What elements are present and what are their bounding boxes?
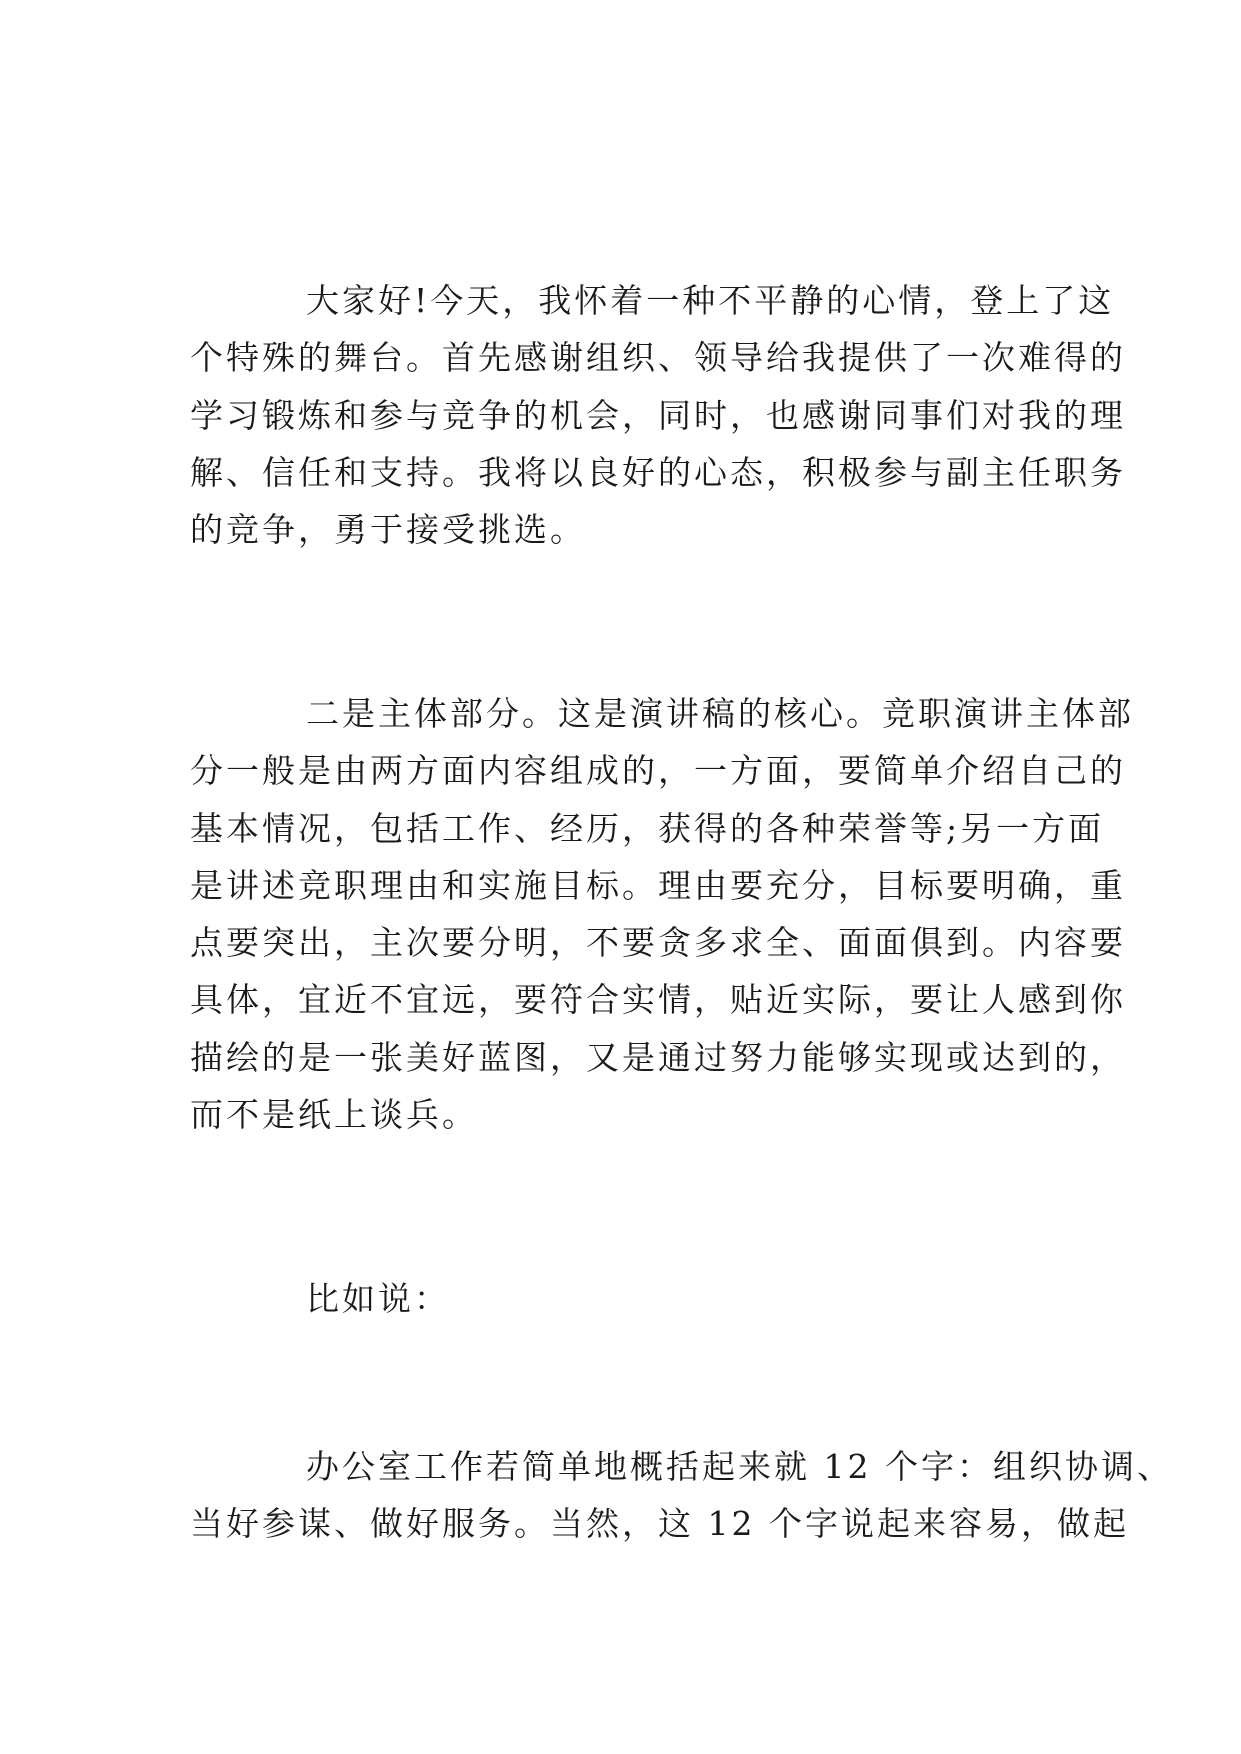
text-line: 点要突出，主次要分明，不要贪多求全、面面俱到。内容要 — [190, 923, 1126, 963]
text-line: 而不是纸上谈兵。 — [190, 1095, 478, 1135]
text-line: 解、信任和支持。我将以良好的心态，积极参与副主任职务 — [190, 452, 1126, 492]
paragraph-greeting — [190, 272, 1126, 558]
text-line: 比如说： — [306, 1279, 450, 1318]
paragraph-example-intro — [190, 1270, 1050, 1327]
text-line: 个特殊的舞台。首先感谢组织、领导给我提供了一次难得的 — [190, 338, 1126, 378]
text-line: 描绘的是一张美好蓝图，又是通过努力能够实现或达到的， — [190, 1037, 1126, 1077]
text-line: 分一般是由两方面内容组成的，一方面，要简单介绍自己的 — [190, 751, 1126, 791]
text-line: 大家好!今天，我怀着一种不平静的心情，登上了这 — [306, 281, 1115, 320]
text-line: 学习锻炼和参与竞争的机会，同时，也感谢同事们对我的理 — [190, 395, 1126, 435]
text-line: 办公室工作若简单地概括起来就 12 个字：组织协调、 — [306, 1447, 1173, 1486]
text-line: 的竞争，勇于接受挑选。 — [190, 510, 586, 550]
text-line: 具体，宜近不宜远，要符合实情，贴近实际，要让人感到你 — [190, 980, 1126, 1020]
paragraph-main-body — [190, 685, 1134, 1143]
text-line: 是讲述竞职理由和实施目标。理由要充分，目标要明确，重 — [190, 865, 1126, 905]
text-line: 二是主体部分。这是演讲稿的核心。竞职演讲主体部 — [306, 694, 1134, 733]
text-line: 当好参谋、做好服务。当然，这 12 个字说起来容易，做起 — [190, 1504, 1129, 1544]
paragraph-office-work — [190, 1438, 1173, 1553]
text-line: 基本情况，包括工作、经历，获得的各种荣誉等;另一方面 — [190, 808, 1105, 848]
